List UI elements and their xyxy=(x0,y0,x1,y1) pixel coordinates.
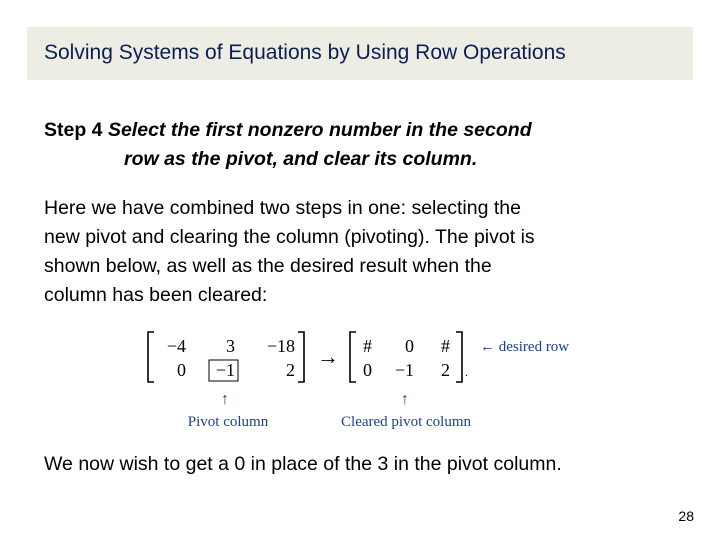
title-bar xyxy=(27,27,693,80)
step-label: Step 4 xyxy=(44,119,103,141)
slide-title: Solving Systems of Equations by Using Row Operations xyxy=(44,41,566,64)
cleared-pivot-column-label: Cleared pivot column xyxy=(341,414,471,430)
page-number: 28 xyxy=(678,508,694,524)
matrix-figure-svg xyxy=(140,320,600,440)
step-heading xyxy=(44,116,532,145)
matrix-left-cell: 0 xyxy=(177,360,186,380)
matrix-right-cell: 0 xyxy=(405,336,414,356)
cleared-column-up-arrow: ↑ xyxy=(401,391,409,408)
matrix-right-cell: −1 xyxy=(394,360,414,380)
matrix-left-cell: 3 xyxy=(226,336,235,356)
trailing-period: . xyxy=(465,365,468,379)
transform-arrow: → xyxy=(317,344,339,369)
step-text-line2: row as the pivot, and clear its column. xyxy=(124,148,478,170)
right-bracket-open xyxy=(350,332,356,382)
paragraph-line: shown below, as well as the desired result when the xyxy=(44,255,492,277)
matrix-left-cell: −1 xyxy=(215,360,235,380)
matrix-left-cell: −18 xyxy=(266,336,295,356)
matrix-right-cell: 2 xyxy=(441,360,450,380)
matrix-figure xyxy=(140,320,600,440)
step-text-line1: Select the first nonzero number in the second xyxy=(107,119,532,141)
matrix-right-cell: # xyxy=(363,336,372,356)
conclusion-text: We now wish to get a 0 in place of the 3 in the pivot column. xyxy=(44,453,562,475)
matrix-right-cell: 0 xyxy=(363,360,372,380)
paragraph-line: new pivot and clearing the column (pivoting). The pivot is xyxy=(44,226,535,248)
matrix-left-cell: 2 xyxy=(286,360,295,380)
left-bracket-close xyxy=(298,332,304,382)
desired-row-label: ← desired row xyxy=(480,339,570,355)
right-bracket-close xyxy=(456,332,462,382)
matrix-left-cell: −4 xyxy=(166,336,186,356)
paragraph-line: Here we have combined two steps in one: selecting the xyxy=(44,197,521,219)
explanation-paragraph xyxy=(44,194,674,310)
paragraph-line: column has been cleared: xyxy=(44,284,268,306)
pivot-column-label: Pivot column xyxy=(187,414,269,430)
pivot-column-up-arrow: ↑ xyxy=(221,391,229,408)
left-bracket-open xyxy=(148,332,154,382)
matrix-right-cell: # xyxy=(441,336,450,356)
